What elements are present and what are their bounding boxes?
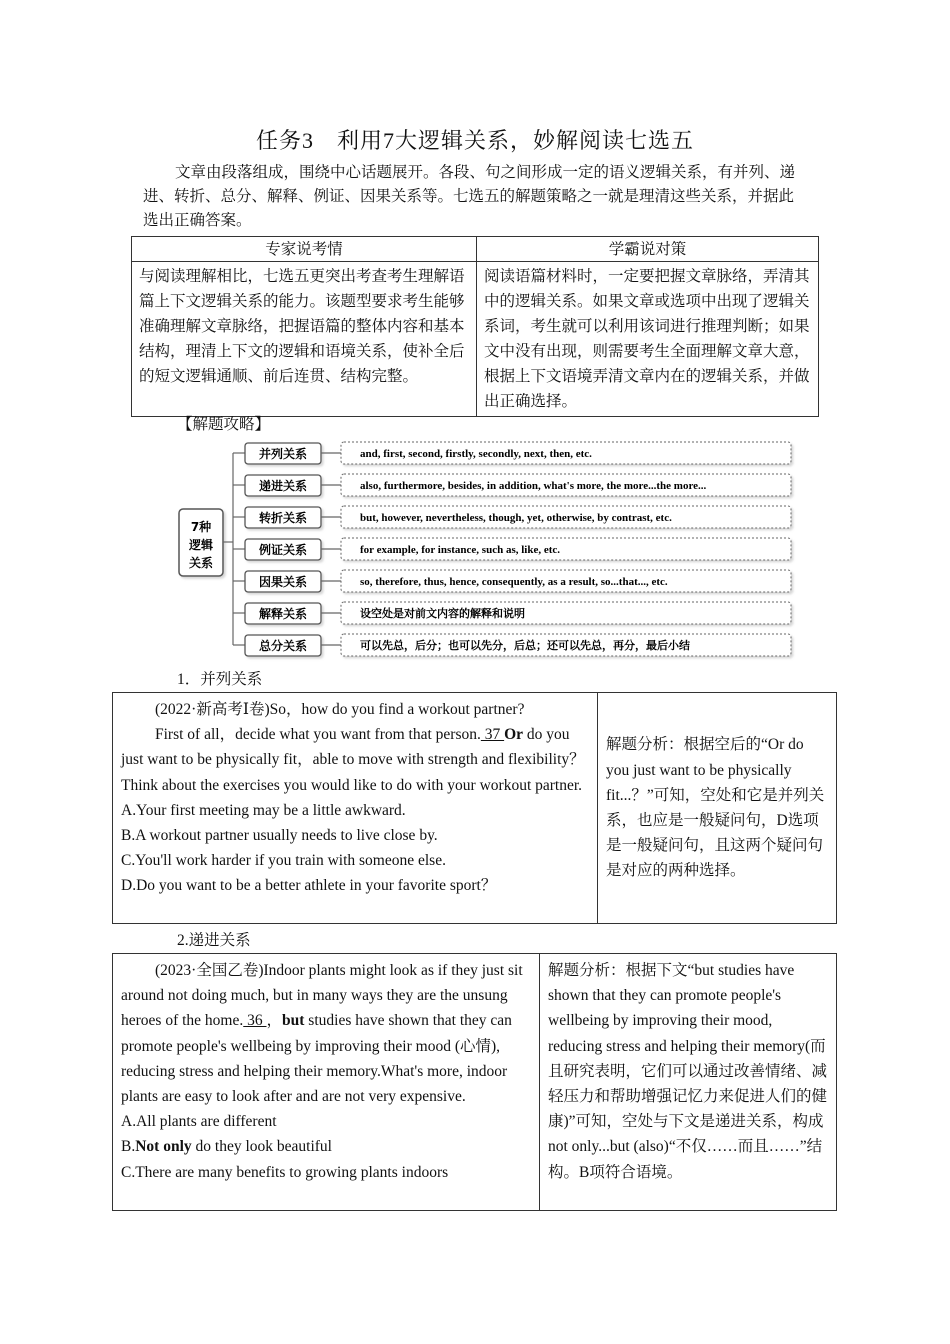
s1-analysis-label: 解题分析：	[606, 736, 684, 754]
section2-heading: 2.递进关系	[177, 932, 251, 949]
s1-option-b: B.A workout partner usually needs to live close by.	[121, 827, 438, 845]
s2-p-post: studies have shown that they can promote people's wellbeing by improving their mood (心情), reducing stress and helping their memory.What's more, indoor plants are easy to look after and are not very expensive.	[121, 1012, 512, 1106]
table-header-strategy: 学霸说对策	[477, 237, 819, 262]
s1-p2-post: do you just want to be physically fit，able to move with strength and flexibility？Think about the exercises you would like to do with your workout partner.	[121, 726, 585, 794]
root-line-3: 关系	[188, 556, 214, 570]
s1-p2	[121, 722, 589, 798]
s2-paragraph	[121, 958, 531, 1109]
diagram-item	[233, 570, 791, 592]
relation-desc: so, therefore, thus, hence, consequently, as a result, so...that..., etc.	[360, 576, 668, 588]
root-line-2: 逻辑	[188, 538, 214, 552]
s2-option-b: B.Not only do they look beautiful	[121, 1138, 332, 1156]
root-line-1: 7种	[190, 520, 212, 534]
relation-desc: for example, for instance, such as, like, etc.	[360, 544, 561, 556]
section2-box	[112, 953, 837, 1211]
s2-analysis-text: 根据下文“but studies have shown that they can promote people's wellbeing by improving their mood, reducing stress and helping their memory(而且研究表明，它们可以通过改善情绪、减轻压力和帮助增强记忆力来促进人们的健康)”可知，空处与下文是递进关系，构成not only...but (also)“不仅……而且……”结构。B项符合语境。	[548, 962, 828, 1181]
s1-option-c: C.You'll work harder if you train with someone else.	[121, 852, 446, 870]
expert-text: 与阅读理解相比，七选五更突出考查考生理解语篇上下文逻辑关系的能力。该题型要求考生能够准确理解文章脉络，把握语篇的整体内容和基本结构，理清上下文的逻辑和语境关系，使补全后的短文逻辑通顺、前后连贯、结构完整。	[132, 262, 477, 417]
relation-desc: 可以先总，后分；也可以先分，后总；还可以先总，再分，最后小结	[360, 640, 690, 652]
diagram-item	[233, 538, 791, 560]
blank-36: 36	[243, 1012, 267, 1030]
s1-p2-pre: First of all，decide what you want from that person.	[155, 726, 481, 744]
relation-label: 并列关系	[258, 447, 308, 461]
relation-label: 例证关系	[258, 543, 308, 557]
table-header-expert: 专家说考情	[132, 237, 477, 262]
intro-paragraph: 文章由段落组成，围绕中心话题展开。各段、句之间形成一定的语义逻辑关系，有并列、递进、转折、总分、解释、例证、因果关系等。七选五的解题策略之一就是理清这些关系，并据此选出正确答案。	[143, 164, 796, 229]
relation-label: 递进关系	[258, 479, 308, 493]
s2-p-comma: ，	[266, 1012, 283, 1030]
relation-label: 转折关系	[258, 511, 308, 525]
section2-passage	[113, 954, 540, 1211]
exam-info-table	[131, 236, 819, 417]
section2-analysis	[540, 954, 837, 1211]
section1-heading: 1．并列关系	[177, 671, 263, 688]
s1-analysis-text: 根据空后的“Or do you just want to be physically fit...？”可知，空处和它是并列关系，也应是一般疑问句，D选项是一般疑问句，且这两个疑问句是对应的两种选择。	[606, 736, 825, 880]
s2-p-pre: (2023·全国乙卷)Indoor plants might look as if they just sit around not doing much, but in many ways they are the unsung heroes of the home.	[121, 962, 523, 1030]
s2-option-a: A.All plants are different	[121, 1113, 277, 1131]
relation-desc: also, furthermore, besides, in addition, what's more, the more...the more...	[360, 480, 707, 492]
blank-37: 37	[480, 726, 505, 744]
section1-passage	[113, 693, 598, 924]
relation-label: 解释关系	[258, 607, 308, 621]
s2-bold-but: but	[282, 1012, 305, 1030]
diagram-item	[233, 634, 791, 656]
s1-option-a: A.Your first meeting may be a little awkward.	[121, 801, 406, 819]
diagram-item	[233, 474, 791, 496]
relation-label: 总分关系	[258, 639, 308, 653]
s1-option-d: D.Do you want to be a better athlete in your favorite sport？	[121, 877, 497, 895]
relation-desc: but, however, nevertheless, though, yet, otherwise, by contrast, etc.	[360, 512, 672, 524]
s2-option-c: C.There are many benefits to growing plants indoors	[121, 1163, 449, 1181]
section1-analysis	[598, 693, 837, 924]
s2-analysis-label: 解题分析：	[548, 962, 626, 979]
relation-desc: and, first, second, firstly, secondly, next, then, etc.	[360, 448, 592, 460]
s1-p1: (2022·新高考Ⅰ卷)So，how do you find a workout partner?	[155, 701, 525, 718]
diagram-root-node	[179, 509, 223, 576]
relation-label: 因果关系	[258, 575, 308, 589]
section1-box	[112, 692, 837, 924]
strategy-heading: 【解题攻略】	[177, 416, 271, 433]
logic-relations-diagram	[160, 436, 800, 662]
page-title: 任务3 利用7大逻辑关系，妙解阅读七选五	[255, 128, 694, 153]
diagram-item	[233, 602, 791, 624]
diagram-item	[233, 506, 791, 528]
relation-desc: 设空处是对前文内容的解释和说明	[360, 608, 525, 620]
strategy-text: 阅读语篇材料时，一定要把握文章脉络，弄清其中的逻辑关系。如果文章或选项中出现了逻辑关系词，考生就可以利用该词进行推理判断；如果文中没有出现，则需要考生全面理解文章大意，根据上下文语境弄清文章内在的逻辑关系，并做出正确选择。	[477, 262, 819, 417]
diagram-item	[233, 442, 791, 464]
s1-bold-or: Or	[504, 726, 524, 744]
